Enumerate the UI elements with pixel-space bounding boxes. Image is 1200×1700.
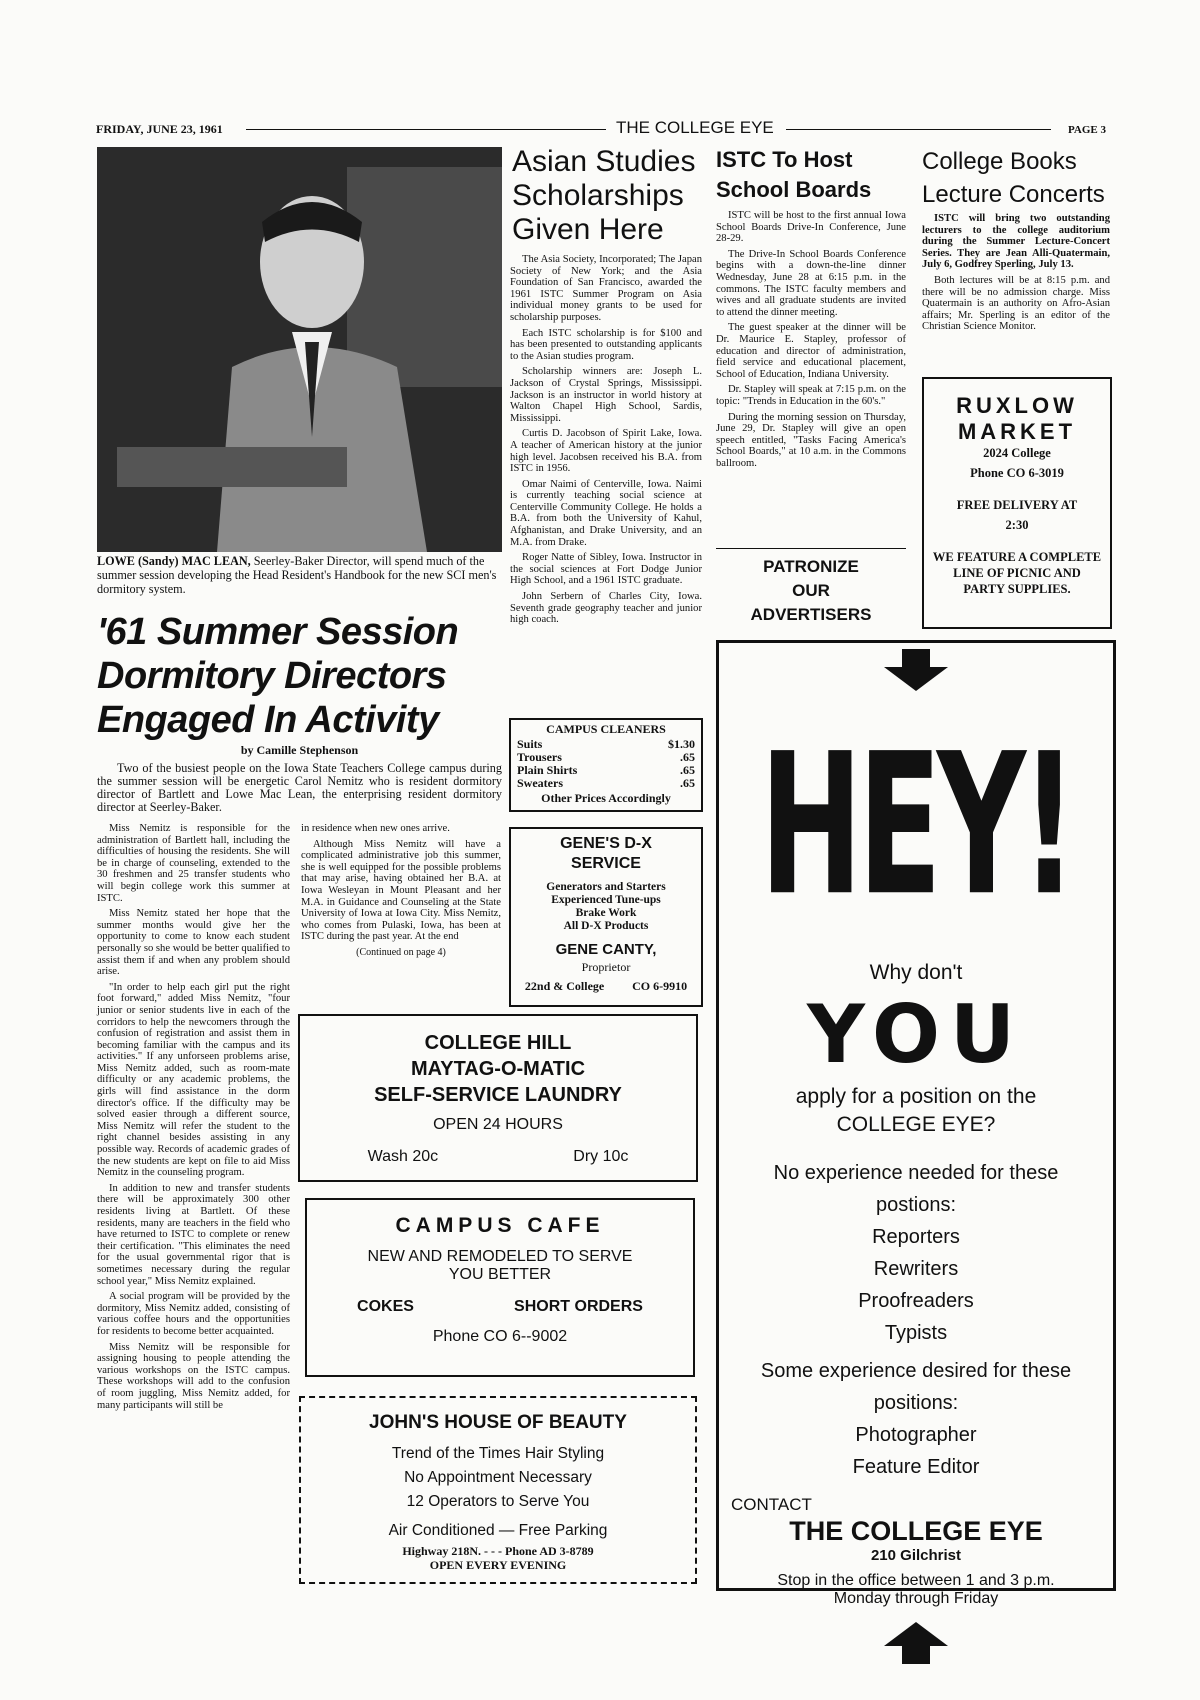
office-days: Monday through Friday [833,1590,999,1607]
genes-services [511,881,701,933]
item-price: .65 [680,750,695,764]
ruxlow-delivery: FREE DELIVERY AT [956,498,1078,512]
laundry-line: MAYTAG-O-MATIC [410,1058,586,1080]
arrow-up-icon [719,1622,1113,1664]
position-item: Proofreaders [858,1290,974,1312]
ruxlow-feature: WE FEATURE A COMPLETE LINE OF PICNIC AND PARTY SUPPLIES. [932,550,1102,596]
paragraph: Miss Nemitz stated her hope that the summer months would give her the opportunity to come to know each student personally so she would be better qualified to assist them if and when any problem should arise. [97,908,290,978]
portrait-illustration [97,147,502,552]
ruxlow-phone: Phone CO 6-3019 [970,466,1064,480]
masthead [96,118,1106,140]
caption-name: LOWE (Sandy) MAC LEAN, [97,554,251,568]
paragraph: John Serbern of Charles City, Iowa. Seventh grade geography teacher and junior high coach. [510,591,702,626]
genes-role: Proprietor [581,960,631,974]
paragraph: Each ISTC scholarship is for $100 and has been presented to outstanding applicants to the Asian studies program. [510,327,702,362]
main-story-column-2 [301,823,501,959]
beauty-title: JOHN'S HOUSE OF BEAUTY [369,1412,627,1433]
position-item: Typists [884,1322,948,1344]
laundry-line: COLLEGE HILL [424,1032,572,1054]
photo-caption [97,554,502,596]
main-headline: '61 Summer Session Dormitory Directors Engaged In Activity [97,611,459,741]
books-body [922,213,1110,337]
office-hours: Stop in the office between 1 and 3 p.m. [777,1572,1055,1589]
beauty-hours: OPEN EVERY EVENING [429,1558,567,1572]
service-line: Generators and Starters [546,881,666,893]
laundry-ad [298,1014,698,1182]
laundry-hours: OPEN 24 HOURS [433,1116,563,1133]
ruxlow-name: RUXLOW [956,393,1078,418]
item-name: Trousers [517,750,562,764]
cafe-orders: SHORT ORDERS [514,1298,643,1315]
position-item: Rewriters [873,1258,959,1280]
patronize-line: OUR [792,581,830,600]
apply-text-2: COLLEGE EYE? [836,1113,996,1136]
cafe-offerings [307,1298,693,1316]
campus-cleaners-ad [509,718,703,812]
istc-headline: ISTC To Host School Boards [716,147,872,202]
wash-price: Wash 20c [367,1148,439,1165]
paragraph: Scholarship winners are: Joseph L. Jackson of Crystal Springs, Mississippi. Jackson is an instructor in world history at Walton Chapel High School, Sardis, Mississippi. [510,366,702,424]
genes-title-2: SERVICE [571,855,641,872]
paragraph: Although Miss Nemitz will have a complicated administrative job this summer, she is well equipped for the possible problems that may arise, having obtained her B.A. at Iowa Wesleyan in Mount Pleasant and her M.A. in Guidance and Counseling at the State University of Iowa at Iowa City. Miss Nemitz, who comes from Pulaski, Iowa, has been at ISTC during the past year. At the end [301,838,501,943]
arrow-down-icon [719,649,1113,691]
service-line: Experienced Tune-ups [551,894,661,906]
positions-list [719,1221,1113,1349]
contact-paper: THE COLLEGE EYE [789,1516,1043,1546]
item-name: Sweaters [517,776,563,790]
item-price: .65 [680,776,695,790]
contact-office: 210 Gilchrist [870,1547,962,1564]
ruxlow-time: 2:30 [1005,518,1029,532]
beauty-address: Highway 218N. - - - Phone AD 3-8789 [402,1544,594,1558]
position-item: Reporters [872,1226,960,1248]
paragraph: Dr. Stapley will speak at 7:15 p.m. on the topic: "Trends in Education in the 60's." [716,384,906,407]
masthead-rule-right [786,129,1051,130]
paragraph: During the morning session on Thursday, June 29, Dr. Stapley will give an open speech entitled, "Tasks Facing America's School Boards," at 10 a.m. in the Commons ballroom. [716,411,906,469]
position-item: Photographer [855,1424,977,1446]
paragraph: A social program will be provided by the dormitory, Miss Nemitz added, consisting of various coffee hours and the opportunities for residents to become better acquainted. [97,1291,290,1337]
masthead-rule-left [246,129,606,130]
paragraph: In addition to new and transfer students there will be approximately 300 other residents living at Bartlett. Of these residents, many are teachers in the field who have returned to ISTC to complete or renew their certification. "This eliminates the need for the usual governmental rigor that is sometimes necessary during the regular school year," Miss Nemitz explained. [97,1182,290,1287]
dry-price: Dry 10c [573,1148,629,1165]
item-name: Plain Shirts [517,763,578,777]
caption-text: Seerley-Baker Director, will spend much of the summer session developing the Head Resident's Handbook for the new SCI men's dormitory system. [97,554,497,596]
cafe-line: YOU BETTER [448,1266,552,1283]
asian-studies-body [510,254,702,630]
genes-contact [511,979,701,994]
genes-phone: CO 6-9910 [632,979,688,993]
beauty-line: No Appointment Necessary [404,1469,592,1486]
desired-text: Some experience desired for these [760,1360,1072,1382]
byline: by Camille Stephenson [240,743,359,757]
genes-owner: GENE CANTY, [555,941,657,958]
positions-list-2 [719,1419,1113,1483]
need-text-2: postions: [875,1194,957,1216]
cafe-line: NEW AND REMODELED TO SERVE [367,1248,633,1265]
paragraph: The Drive-In School Boards Conference begins with a down-the-line dinner Wednesday, June 28 at 6:15 p.m. in the commons. The ISTC faculty members and wives and all graduate students are invited to attend the dinner meeting. [716,248,906,318]
asian-studies-headline: Asian Studies Scholarships Given Here [512,145,696,246]
paragraph: Curtis D. Jacobson of Spirit Lake, Iowa. A teacher of American history at the junior high level. Jacobsen received his B.A. from ISTC in 1956. [510,428,702,475]
paragraph: ISTC will be host to the first annual Iowa School Boards Drive-In Conference, June 28-29. [716,210,906,245]
paragraph: Roger Natte of Sibley, Iowa. Instructor in the social sciences at Fort Dodge Junior High School, and a 1961 ISTC graduate. [510,552,702,587]
continued-note: (Continued on page 4) [356,946,446,958]
laundry-prices [300,1148,696,1166]
cafe-cokes: COKES [357,1298,414,1315]
issue-date: FRIDAY, JUNE 23, 1961 [96,122,223,136]
paragraph: Omar Naimi of Centerville, Iowa. Naimi is currently teaching social science at Centerville Community College. He holds a B.A. from both the University of Kahul, Afghanistan, and Drake University, and an M.A. from Drake. [510,478,702,548]
cafe-title: CAMPUS CAFE [395,1214,605,1237]
genes-title: GENE'S D-X [560,835,652,852]
beauty-line: 12 Operators to Serve You [406,1493,590,1510]
college-eye-recruitment-ad [716,640,1116,1607]
position-item: Feature Editor [852,1456,980,1478]
cafe-phone: Phone CO 6--9002 [432,1328,568,1345]
cleaners-footer: Other Prices Accordingly [541,791,671,805]
patronize-line: ADVERTISERS [750,605,872,624]
lead-paragraph: Two of the busiest people on the Iowa State Teachers College campus during the summer session will be energetic Carol Nemitz who is resident dormitory director of Bartlett and Lowe Mac Lean, the enterprising resident dormitory director at Seerley-Baker. [97,761,502,814]
hey-headline: HEY! [759,712,1073,940]
price-row [511,777,701,790]
beauty-line: Trend of the Times Hair Styling [391,1445,605,1462]
ruxlow-address: 2024 College [983,446,1051,460]
item-price: .65 [680,763,695,777]
portrait-photo [97,147,502,552]
item-name: Suits [517,737,543,751]
campus-cafe-ad [305,1198,695,1377]
main-story-column-1 [97,823,290,1415]
item-price: $1.30 [668,737,695,751]
istc-body [716,210,906,473]
paragraph: ISTC will bring two outstanding lecturers to the college auditorium during the Summer Lecture-Concert Series. They are Jean Alli-Quatermain, July 6, Godfrey Sperling, July 13. [922,213,1110,271]
paragraph: Miss Nemitz is responsible for the administration of Bartlett hall, including the difficulties of housing the residents. She will be in charge of counseling, extended to the 30 freshmen and 25 transfer students who will begin college work this summer at ISTC. [97,823,290,904]
ruxlow-name-2: MARKET [957,419,1077,444]
paragraph: The guest speaker at the dinner will be Dr. Maurice E. Stapley, professor of education and director of administration, field service and educational placement, School of Education, Indiana University. [716,322,906,380]
patronize-notice [716,555,906,627]
cleaners-title: CAMPUS CLEANERS [546,722,666,736]
you-text: YOU [806,988,1026,1081]
beauty-line: Air Conditioned — Free Parking [388,1522,608,1539]
contact-label: CONTACT [731,1495,812,1514]
laundry-line: SELF-SERVICE LAUNDRY [374,1084,622,1106]
why-text: Why don't [869,961,963,984]
service-line: All D-X Products [563,920,649,932]
paragraph: "In order to help each girl put the right foot forward," added Miss Nemitz, "four junior or senior students live in each of the corridors to help the newcomers through the confusion of registration and assist them in becoming familiar with the campus and its activities." If any unforseen problems arise, Miss Nemitz added, such as room-mate difficulty or any academic problems, the girls will find assistance in the dorm director's office. If the difficulty may be solved easier through a different source, Miss Nemitz will refer the student to the right channel besides assisting in any possible way. Records of academic grades of the new students are kept on file to aid Miss Nemitz in the counseling program. [97,981,290,1179]
ruxlow-market-ad [922,377,1112,629]
desired-text-2: positions: [873,1392,959,1414]
page-number: PAGE 3 [1068,124,1106,136]
apply-text: apply for a position on the [795,1085,1037,1108]
divider [716,548,906,549]
books-headline: College Books Lecture Concerts [922,148,1105,208]
genes-dx-ad [509,827,703,1007]
need-text: No experience needed for these [773,1162,1059,1184]
paragraph: The Asia Society, Incorporated; The Japan Society of New York; and the Asia Foundation of San Francisco, awarded the 1961 ISTC Summer Program on Asia individual money grants to be used for scholarship purposes. [510,254,702,323]
paragraph: Both lectures will be at 8:15 p.m. and there will be no admission charge. Miss Quatermain is an authority on Afro-Asian affairs; Mr. Sperling is an editor of the Christian Science Monitor. [922,274,1110,333]
paragraph: Miss Nemitz will be responsible for assigning housing to people attending the various workshops on the ISTC campus. These workshops will add to the confusion of room juggling, Miss Nemitz added, for many participants will still be [97,1341,290,1411]
patronize-line: PATRONIZE [763,557,859,576]
paragraph: in residence when new ones arrive. [301,823,450,834]
newspaper-title: THE COLLEGE EYE [616,118,774,137]
genes-address: 22nd & College [524,979,605,993]
house-of-beauty-ad [299,1396,697,1584]
service-line: Brake Work [575,907,637,919]
